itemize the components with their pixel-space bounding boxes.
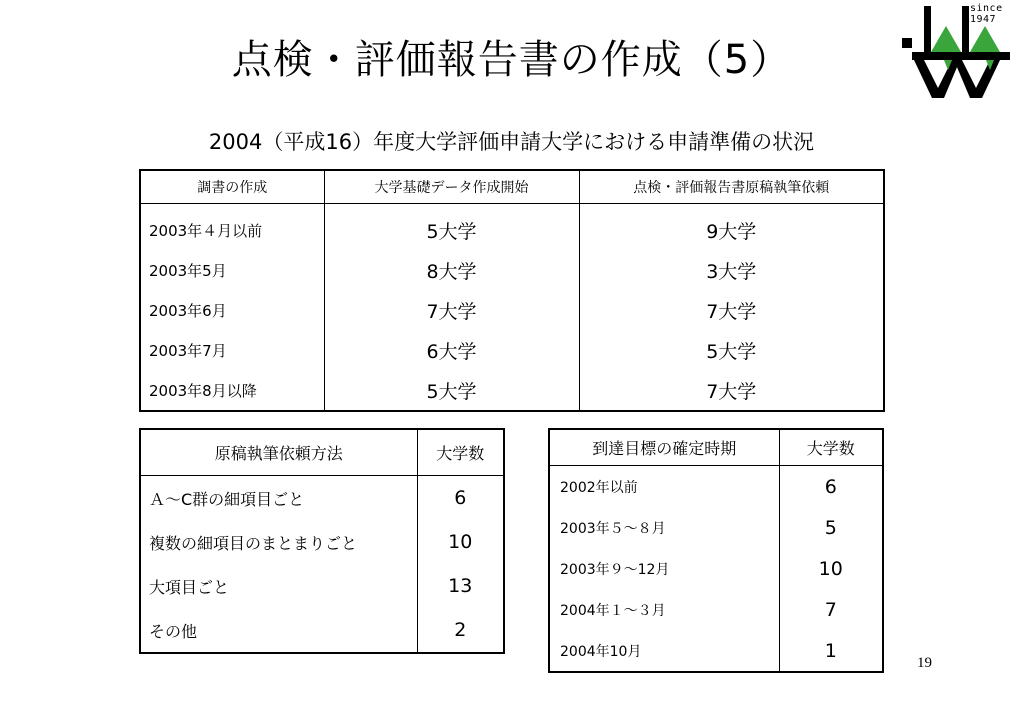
subtitle: 2004（平成16）年度大学評価申請大学における申請準備の状況 [208, 130, 815, 154]
count-value: 1 [779, 630, 883, 672]
row-label: 2003年５～８月 [549, 507, 779, 548]
request-method-table [139, 428, 505, 654]
basic-data-value: 5大学 [324, 204, 579, 251]
count-value: 7 [779, 589, 883, 630]
basic-data-value: 5大学 [324, 370, 579, 411]
column-header: 点検・評価報告書原稿執筆依頼 [579, 170, 884, 204]
row-label: 複数の細項目のまとまりごと [140, 520, 417, 564]
row-label: 2003年8月以降 [140, 370, 324, 411]
table-row [549, 589, 883, 630]
table-row [549, 548, 883, 589]
row-label: 2003年5月 [140, 250, 324, 290]
row-label: 2003年6月 [140, 290, 324, 330]
table-row [140, 250, 884, 290]
column-header: 調書の作成 [140, 170, 324, 204]
table-row [140, 370, 884, 411]
row-label: 2004年10月 [549, 630, 779, 672]
logo-since-text: since 1947 [970, 3, 1003, 25]
logo-w-2 [954, 60, 1000, 98]
row-label: Ａ～C群の細項目ごと [140, 476, 417, 521]
table-row [140, 204, 884, 251]
basic-data-value: 6大学 [324, 330, 579, 370]
column-header: 原稿執筆依頼方法 [140, 429, 417, 476]
report-request-value: 3大学 [579, 250, 884, 290]
count-value: 10 [779, 548, 883, 589]
report-request-value: 7大学 [579, 370, 884, 411]
logo-w-1 [914, 60, 960, 98]
column-header: 大学基礎データ作成開始 [324, 170, 579, 204]
row-label: その他 [140, 608, 417, 653]
page-number: 19 [917, 655, 932, 671]
report-request-value: 5大学 [579, 330, 884, 370]
table-row [549, 630, 883, 672]
table-row [140, 476, 504, 521]
table-header-row [140, 170, 884, 204]
row-label: 2003年９～12月 [549, 548, 779, 589]
goal-timing-table [548, 428, 884, 673]
row-label: 大項目ごと [140, 564, 417, 608]
row-label: 2004年１～３月 [549, 589, 779, 630]
table-row [140, 608, 504, 653]
count-value: 10 [417, 520, 504, 564]
logo-bar-1 [924, 6, 931, 52]
row-label: 2003年7月 [140, 330, 324, 370]
count-value: 6 [779, 466, 883, 508]
column-header: 大学数 [779, 429, 883, 466]
count-value: 13 [417, 564, 504, 608]
basic-data-value: 8大学 [324, 250, 579, 290]
row-label: 2003年４月以前 [140, 204, 324, 251]
table-row [140, 330, 884, 370]
table-row [140, 290, 884, 330]
logo-bar-2 [962, 6, 969, 52]
page-title: 点検・評価報告書の作成（5） [231, 37, 792, 83]
table-row [140, 520, 504, 564]
logo-square-left [902, 38, 912, 48]
preparation-start-table [139, 169, 885, 412]
count-value: 6 [417, 476, 504, 521]
column-header: 到達目標の確定時期 [549, 429, 779, 466]
report-request-value: 7大学 [579, 290, 884, 330]
table-header-row [549, 429, 883, 466]
table-row [140, 564, 504, 608]
table-header-row [140, 429, 504, 476]
logo-triangle-green-1 [931, 26, 961, 52]
report-request-value: 9大学 [579, 204, 884, 251]
count-value: 2 [417, 608, 504, 653]
row-label: 2002年以前 [549, 466, 779, 508]
logo-triangle-green-2 [970, 26, 1000, 52]
table-row [549, 466, 883, 508]
table-row [549, 507, 883, 548]
basic-data-value: 7大学 [324, 290, 579, 330]
logo-base [912, 52, 1010, 60]
count-value: 5 [779, 507, 883, 548]
column-header: 大学数 [417, 429, 504, 476]
